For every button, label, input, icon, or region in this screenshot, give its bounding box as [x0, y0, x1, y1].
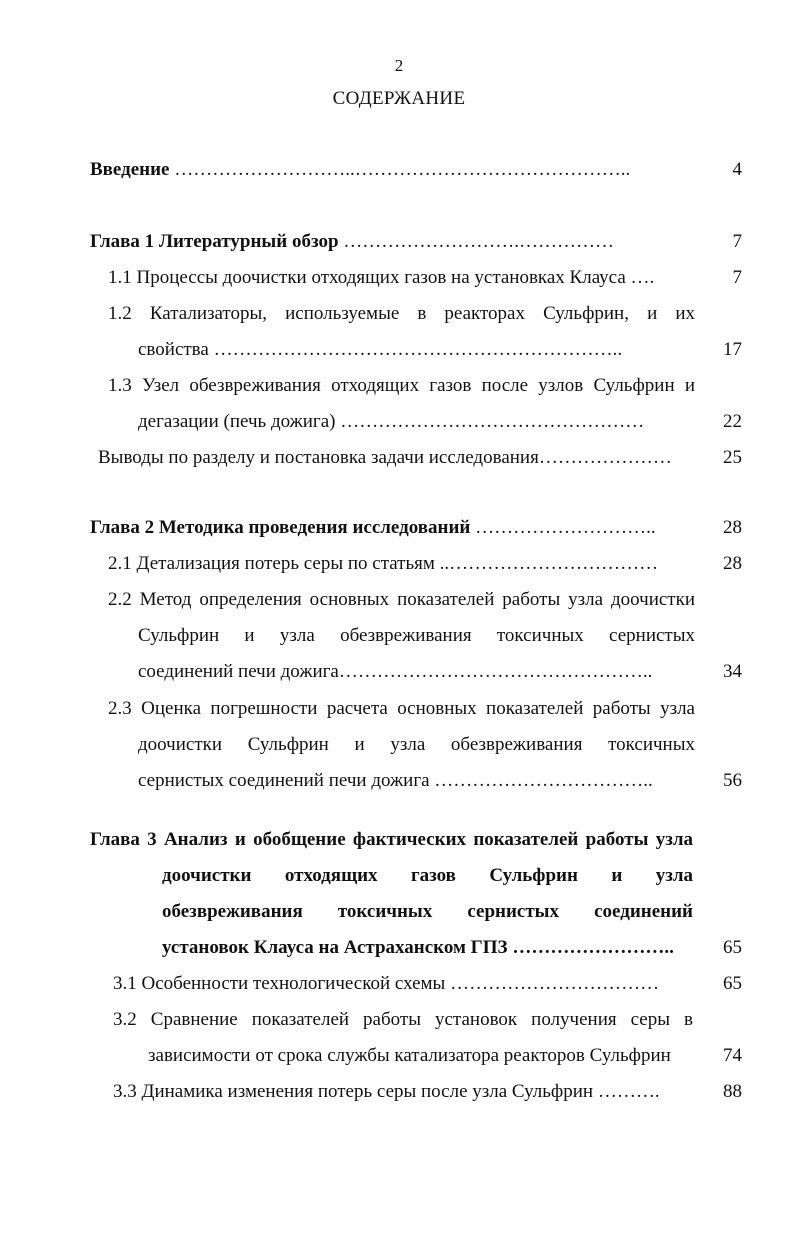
toc-page-3-3: 88 [723, 1081, 742, 1102]
toc-conclusions: Выводы по разделу и постановка задачи исследования………………… [98, 447, 672, 468]
toc-section-2-2-line1: 2.2 Метод определения основных показателей работы узла доочистки [108, 589, 695, 610]
toc-page-ch2: 28 [723, 517, 742, 538]
toc-page-ch3: 65 [723, 937, 742, 958]
toc-leader: ……………………….. [470, 517, 656, 538]
toc-page-3-1: 65 [723, 973, 742, 994]
toc-section-2-2-line2: Сульфрин и узла обезвреживания токсичных сернистых [138, 625, 695, 646]
toc-chapter-1-label: Глава 1 Литературный обзор [90, 231, 339, 252]
toc-chapter-3-line3: обезвреживания токсичных сернистых соединений [162, 901, 693, 922]
toc-page-1-1: 7 [732, 267, 742, 288]
toc-chapter-1 [90, 229, 695, 255]
toc-leader: ………………………..…………………………………….. [169, 159, 631, 180]
toc-page-2-1: 28 [723, 553, 742, 574]
toc-section-3-1: 3.1 Особенности технологической схемы …………………………… [113, 973, 660, 994]
toc-section-1-1: 1.1 Процессы доочистки отходящих газов на установках Клауса …. [108, 267, 655, 288]
toc-page-2-2: 34 [723, 661, 742, 682]
toc-section-3-3: 3.3 Динамика изменения потерь серы после узла Сульфрин ………. [113, 1081, 660, 1102]
toc-chapter-2-label: Глава 2 Методика проведения исследований [90, 517, 471, 538]
toc-chapter-2 [90, 515, 695, 541]
toc-leader: ……………………….…………… [338, 231, 615, 252]
toc-chapter-3-line4: установок Клауса на Астраханском ГПЗ …………………….. [162, 937, 674, 958]
toc-entry-intro-label: Введение [90, 159, 170, 180]
toc-page-1-2: 17 [723, 339, 742, 360]
page-title: СОДЕРЖАНИЕ [332, 88, 466, 109]
toc-page-intro: 4 [732, 159, 742, 180]
toc-section-2-1: 2.1 Детализация потерь серы по статьям ..…………………………… [108, 553, 659, 574]
toc-chapter-3-line1: Глава 3 Анализ и обобщение фактических показателей работы узла [90, 829, 693, 850]
page-number: 2 [394, 56, 404, 75]
toc-section-1-2-line1: 1.2 Катализаторы, используемые в реакторах Сульфрин, и их [108, 303, 695, 324]
toc-chapter-3-line2: доочистки отходящих газов Сульфрин и узла [162, 865, 693, 886]
toc-section-2-3-line1: 2.3 Оценка погрешности расчета основных показателей работы узла [108, 698, 695, 719]
toc-section-1-2-line2: свойства ……………………………………………………….. [138, 339, 623, 360]
toc-page-conclusions: 25 [723, 447, 742, 468]
toc-page-2-3: 56 [723, 770, 742, 791]
toc-section-1-3-line2: дегазации (печь дожига) ………………………………………… [138, 411, 645, 432]
toc-section-3-2-line2: зависимости от срока службы катализатора реакторов Сульфрин [148, 1045, 671, 1066]
toc-entry-intro [90, 157, 695, 183]
toc-section-3-2-line1: 3.2 Сравнение показателей работы установок получения серы в [113, 1009, 693, 1030]
toc-section-2-3-line2: доочистки Сульфрин и узла обезвреживания токсичных [138, 734, 695, 755]
toc-section-1-3-line1: 1.3 Узел обезвреживания отходящих газов после узлов Сульфрин и [108, 375, 695, 396]
toc-section-2-2-line3: соединений печи дожига………………………………………….. [138, 661, 653, 682]
toc-page-1-3: 22 [723, 411, 742, 432]
toc-page-ch1: 7 [732, 231, 742, 252]
toc-page-3-2: 74 [723, 1045, 742, 1066]
toc-section-2-3-line3: сернистых соединений печи дожига …………………………….. [138, 770, 653, 791]
